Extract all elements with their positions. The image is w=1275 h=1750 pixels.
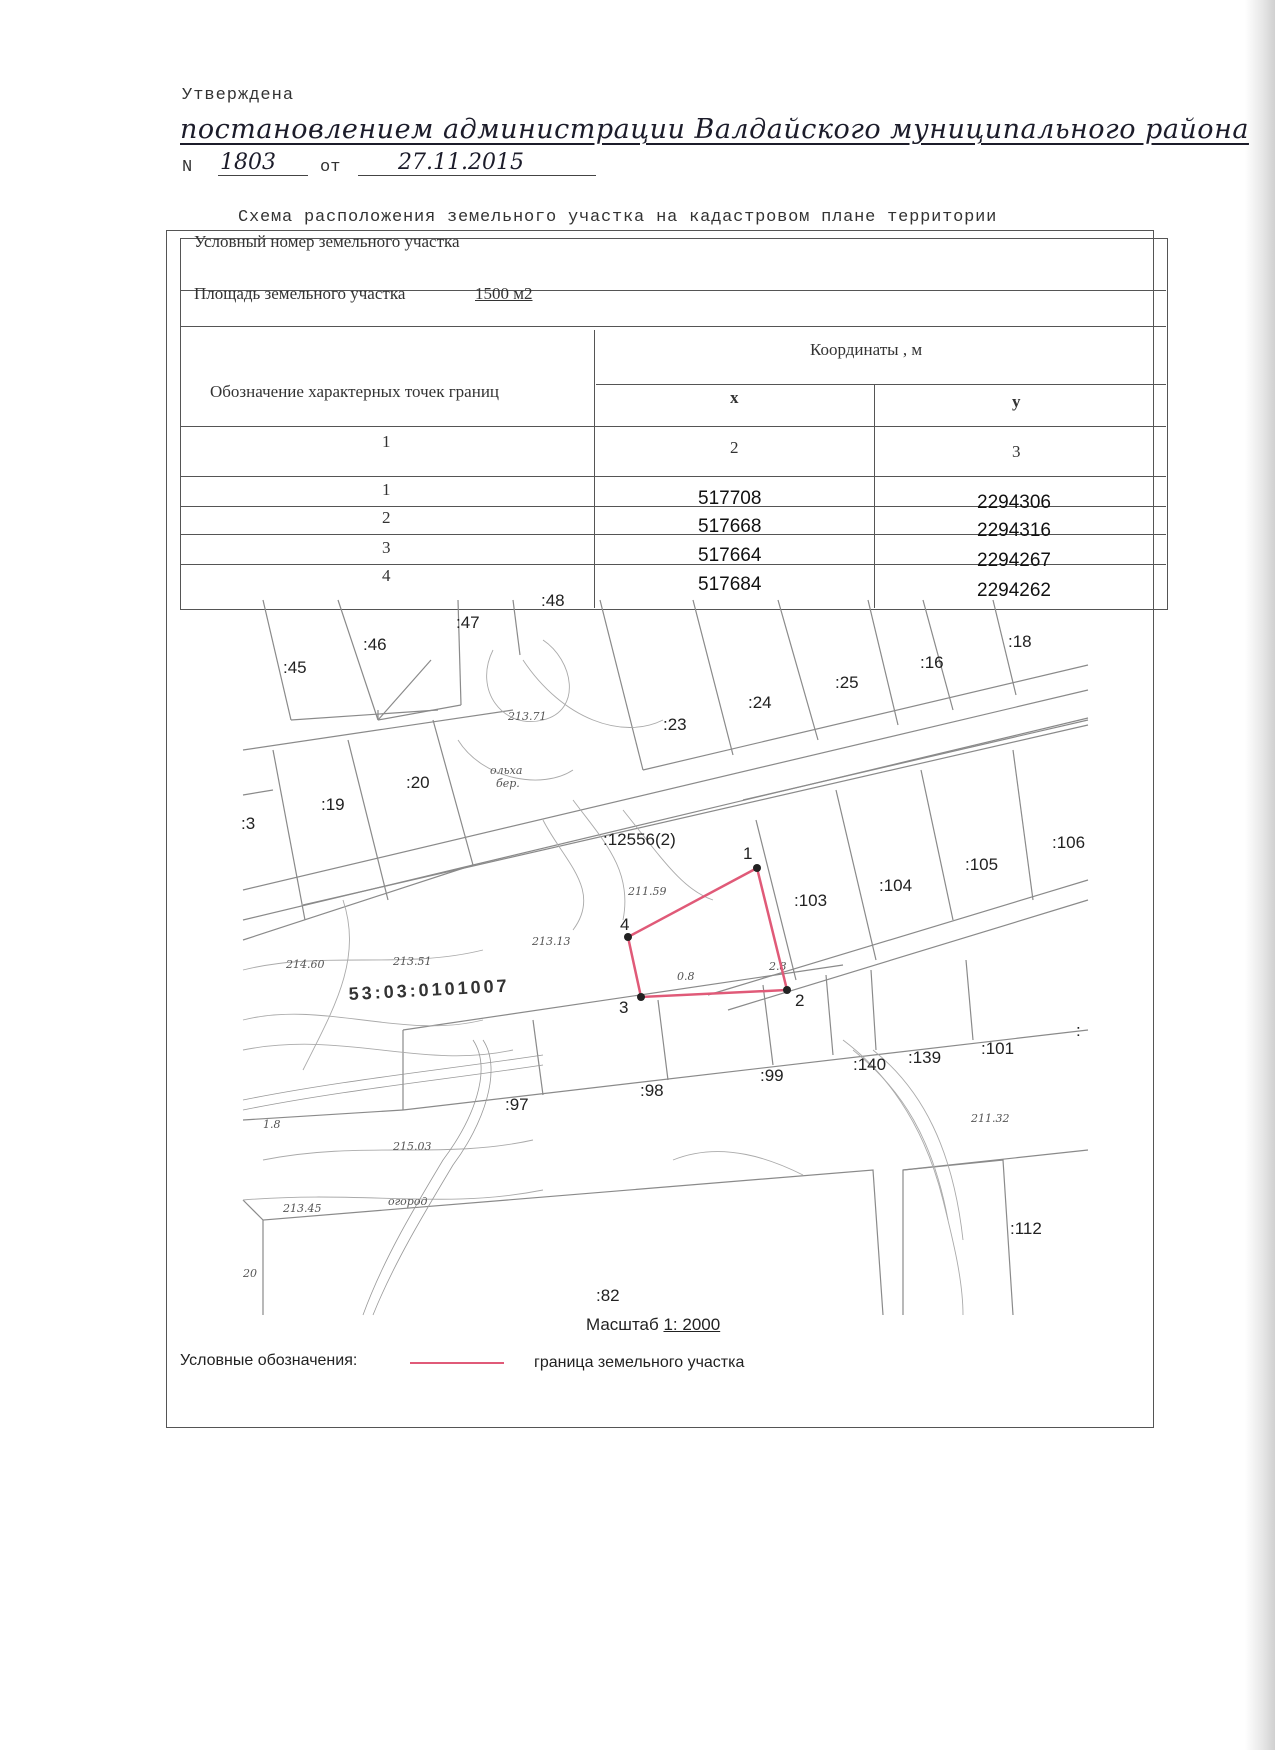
x-header: x — [730, 388, 739, 407]
parcel-label: : — [1076, 1021, 1081, 1040]
vegetation-label: ольха — [490, 764, 523, 777]
boundary-point-marker — [783, 986, 791, 994]
elevation-mark: 211.32 — [971, 1112, 1010, 1125]
elevation-mark: 215.03 — [393, 1140, 432, 1153]
scheme-title: Схема расположения земельного участка на кадастровом плане территории — [238, 208, 998, 227]
parcel-label: :104 — [879, 876, 913, 895]
page-edge-shadow — [1245, 0, 1275, 1750]
resolution-text: постановлением администрации Валдайского муниципального района — [180, 114, 1249, 145]
parcel-label: :18 — [1008, 632, 1032, 651]
number-label: N — [182, 158, 193, 177]
boundary-point-label: 3 — [619, 998, 629, 1017]
parcel-label: :140 — [853, 1055, 887, 1074]
boundary-point-marker — [624, 933, 632, 941]
table-column-line — [594, 330, 595, 608]
legend-boundary-line — [410, 1362, 504, 1364]
land-use-label: огород — [388, 1195, 428, 1208]
boundary-point-label: 4 — [620, 915, 630, 934]
cadastral-map — [241, 591, 1088, 1315]
approved-label: Утверждена — [182, 86, 295, 105]
point-number: 4 — [382, 566, 391, 585]
topographic-contours — [243, 640, 963, 1315]
parcel-label: :48 — [541, 591, 565, 610]
column-number: 2 — [730, 438, 739, 457]
parcel-label: :98 — [640, 1081, 664, 1100]
x-coordinate: 517708 — [698, 488, 762, 509]
table-divider — [180, 476, 1166, 477]
table-divider — [180, 426, 1166, 427]
boundary-point-marker — [637, 993, 645, 1001]
elevation-mark: 213.45 — [283, 1202, 322, 1215]
parcel-label: :3 — [241, 814, 256, 833]
elevation-mark: 211.59 — [628, 885, 667, 898]
elevation-mark: 2.8 — [769, 960, 787, 973]
point-number: 3 — [382, 538, 391, 557]
scale-value: 1: 2000 — [663, 1315, 721, 1334]
column-number: 3 — [1012, 442, 1021, 461]
x-coordinate: 517664 — [698, 545, 762, 566]
parcel-label: :101 — [981, 1039, 1015, 1058]
y-coordinate: 2294316 — [977, 520, 1051, 541]
elevation-mark: 1.8 — [263, 1118, 281, 1131]
from-label: от — [320, 158, 341, 177]
parcel-label: :16 — [920, 653, 944, 672]
y-coordinate: 2294306 — [977, 492, 1051, 513]
coords-header: Координаты , м — [810, 340, 923, 359]
parcel-label: :45 — [283, 658, 307, 677]
cadastral-block-number: 53:03:0101007 — [348, 975, 511, 1004]
area-value: 1500 м2 — [475, 284, 533, 303]
roads — [243, 1040, 543, 1315]
parcel-label: :99 — [760, 1066, 784, 1085]
elevation-mark: 0.8 — [677, 970, 695, 983]
parcel-label: :112 — [1010, 1219, 1042, 1238]
parcel-label: :105 — [965, 855, 999, 874]
parcel-label: :82 — [596, 1286, 620, 1305]
area-label: Площадь земельного участка — [194, 284, 406, 303]
boundary-point-label: 1 — [743, 844, 753, 863]
legend-boundary-text: граница земельного участка — [534, 1354, 745, 1371]
map-scale — [586, 1315, 720, 1335]
y-coordinate: 2294267 — [977, 550, 1051, 571]
parcel-label: :103 — [794, 891, 828, 910]
parcel-label: :23 — [663, 715, 687, 734]
point-number: 1 — [382, 480, 391, 499]
elevation-mark: 214.60 — [286, 958, 325, 971]
table-divider — [596, 384, 1166, 385]
elevation-mark: 213.51 — [393, 955, 432, 968]
elevation-mark: 213.13 — [532, 935, 571, 948]
parcel-label: :24 — [748, 693, 772, 712]
number-value: 1803 — [218, 150, 308, 176]
legend-title: Условные обозначения: — [180, 1352, 358, 1369]
points-header: Обозначение характерных точек границ — [210, 382, 500, 401]
y-coordinate: 2294262 — [977, 580, 1051, 601]
parcel-label: :106 — [1052, 833, 1086, 852]
x-coordinate: 517668 — [698, 516, 762, 537]
parcel-label: :19 — [321, 795, 345, 814]
parcel-label: :25 — [835, 673, 859, 692]
elevation-mark: 213.71 — [508, 710, 547, 723]
table-divider — [180, 326, 1166, 327]
vegetation-label: бер. — [496, 777, 520, 790]
parcel-label: :12556(2) — [603, 830, 676, 849]
boundary-point-label: 2 — [795, 991, 805, 1010]
parcel-boundaries — [243, 600, 1088, 1315]
elevation-mark: 20 — [243, 1267, 257, 1280]
parcel-label: :46 — [363, 635, 387, 654]
scale-label: Масштаб — [586, 1315, 659, 1334]
parcel-label: :47 — [456, 613, 480, 632]
point-number: 2 — [382, 508, 391, 527]
y-header: y — [1012, 392, 1021, 411]
column-number: 1 — [382, 432, 391, 451]
parcel-label: :97 — [505, 1095, 529, 1114]
parcel-label: :139 — [908, 1048, 942, 1067]
conditional-number-label: Условный номер земельного участка — [194, 232, 460, 251]
date-value: 27.11.2015 — [358, 150, 596, 176]
table-column-line — [874, 384, 875, 608]
boundary-point-marker — [753, 864, 761, 872]
parcel-label: :20 — [406, 773, 430, 792]
x-coordinate: 517684 — [698, 574, 762, 595]
